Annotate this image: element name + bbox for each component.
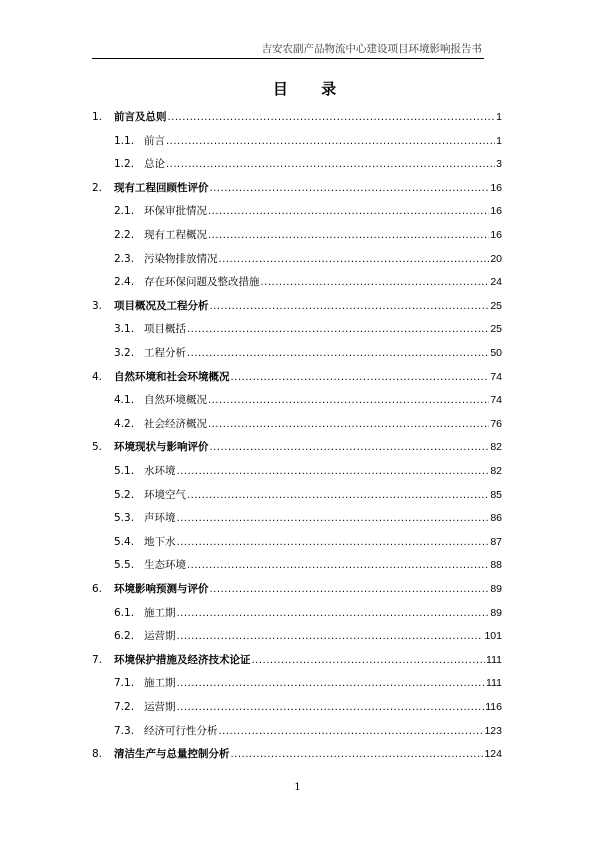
toc-section-row[interactable] <box>114 676 502 690</box>
toc-dot-leader <box>231 748 484 762</box>
toc-dot-leader <box>177 701 485 715</box>
toc-section-row[interactable] <box>114 511 502 525</box>
toc-label: 声环境 <box>144 512 176 525</box>
toc-label: 水环境 <box>144 465 176 477</box>
toc-dot-leader <box>187 347 489 361</box>
toc-page-number: 16 <box>490 205 502 218</box>
toc-section-row[interactable] <box>114 204 502 218</box>
toc-label: 环境影响预测与评价 <box>114 583 209 595</box>
toc-number: 1.2. <box>114 158 135 171</box>
toc-number: 3.2. <box>114 347 135 359</box>
toc-dot-leader <box>177 630 484 644</box>
toc-number: 5.5. <box>114 559 135 572</box>
toc-label: 施工期 <box>144 606 176 619</box>
toc-section-row[interactable] <box>114 558 502 572</box>
toc-page-number: 16 <box>490 229 502 241</box>
toc-number: 7.1. <box>114 677 135 690</box>
toc-page-number: 20 <box>490 252 502 265</box>
toc-page-number: 89 <box>490 583 502 595</box>
toc-label: 前言 <box>144 134 165 147</box>
toc-page-number: 74 <box>490 370 502 383</box>
toc-dot-leader <box>210 441 490 455</box>
toc-number: 7. <box>92 653 103 666</box>
header-title: 吉安农副产品物流中心建设项目环境影响报告书 <box>261 43 482 55</box>
toc-number: 4.2. <box>114 417 135 430</box>
toc-number: 5.3. <box>114 512 135 525</box>
toc-dot-leader <box>177 512 490 526</box>
toc-page-number: 87 <box>490 535 502 548</box>
toc-dot-leader <box>177 607 490 621</box>
toc-page-number: 82 <box>490 465 502 477</box>
toc-number: 7.3. <box>114 724 135 737</box>
toc-dot-leader <box>219 725 484 739</box>
page-header <box>92 38 484 59</box>
toc-section-row[interactable] <box>114 535 502 549</box>
toc-section-row[interactable] <box>114 724 502 738</box>
toc-chapter-row[interactable] <box>92 181 502 195</box>
toc-section-row[interactable] <box>114 629 502 643</box>
toc-number: 3. <box>92 299 103 312</box>
toc-section-row[interactable] <box>114 134 502 148</box>
toc-number: 4. <box>92 370 103 383</box>
toc-number: 3.1. <box>114 323 135 336</box>
toc-label: 运营期 <box>144 701 176 713</box>
toc-page-number: 16 <box>490 181 502 194</box>
toc-number: 1. <box>92 111 103 123</box>
toc-page-number: 50 <box>490 347 502 359</box>
toc-section-row[interactable] <box>114 228 502 242</box>
toc-dot-leader <box>210 182 490 196</box>
toc-label: 经济可行性分析 <box>144 724 218 737</box>
toc-dot-leader <box>208 229 489 243</box>
toc-number: 2.4. <box>114 276 135 289</box>
toc-label: 总论 <box>144 158 165 171</box>
toc-label: 自然环境和社会环境概况 <box>114 370 230 383</box>
toc-dot-leader <box>168 111 496 125</box>
toc-label: 污染物排放情况 <box>144 252 218 265</box>
toc-number: 6.2. <box>114 630 135 643</box>
page-number: 1 <box>294 782 301 793</box>
toc-label: 环保审批情况 <box>144 205 207 218</box>
toc-number: 6.1. <box>114 606 135 619</box>
toc-label: 工程分析 <box>144 347 186 359</box>
toc-dot-leader <box>166 135 495 149</box>
toc-chapter-row[interactable] <box>92 582 502 596</box>
toc-section-row[interactable] <box>114 322 502 336</box>
toc-chapter-row[interactable] <box>92 370 502 384</box>
toc-dot-leader <box>177 536 490 550</box>
toc-section-row[interactable] <box>114 700 502 714</box>
toc-chapter-row[interactable] <box>92 747 502 761</box>
toc-page-number: 111 <box>486 677 502 690</box>
toc-page-number: 74 <box>490 394 502 407</box>
toc-dot-leader <box>177 677 486 691</box>
toc-dot-leader <box>177 465 490 479</box>
toc-label: 自然环境概况 <box>144 394 207 407</box>
toc-page-number: 101 <box>484 630 502 643</box>
toc-page-number: 116 <box>485 701 502 713</box>
toc-dot-leader <box>166 158 495 172</box>
toc-section-row[interactable] <box>114 275 502 289</box>
toc-section-row[interactable] <box>114 393 502 407</box>
toc-number: 5.1. <box>114 465 135 477</box>
toc-dot-leader <box>208 394 489 408</box>
toc-page-number: 1 <box>496 111 502 123</box>
toc-chapter-row[interactable] <box>92 440 502 454</box>
toc-number: 5. <box>92 441 103 454</box>
toc-dot-leader <box>208 205 489 219</box>
toc-section-row[interactable] <box>114 157 502 171</box>
toc-label: 项目概况及工程分析 <box>114 299 209 312</box>
toc-page-number: 3 <box>496 158 502 171</box>
toc-section-row[interactable] <box>114 417 502 431</box>
toc-dot-leader <box>219 253 490 267</box>
toc-label: 环境空气 <box>144 488 186 501</box>
toc-label: 环境保护措施及经济技术论证 <box>114 653 251 666</box>
toc-chapter-row[interactable] <box>92 653 502 667</box>
toc-section-row[interactable] <box>114 346 502 360</box>
toc-page-number: 1 <box>496 134 502 147</box>
toc-page-number: 86 <box>490 512 502 525</box>
toc-section-row[interactable] <box>114 488 502 502</box>
toc-number: 1.1. <box>114 134 135 147</box>
toc-label: 前言及总则 <box>114 111 167 123</box>
toc-chapter-row[interactable] <box>92 299 502 313</box>
toc-section-row[interactable] <box>114 252 502 266</box>
toc-page-number: 85 <box>490 488 502 501</box>
toc-dot-leader <box>261 276 490 290</box>
toc-number: 2.2. <box>114 229 135 241</box>
toc-number: 6. <box>92 583 103 595</box>
toc-section-row[interactable] <box>114 606 502 620</box>
toc-chapter-row[interactable] <box>92 110 502 124</box>
toc-label: 清洁生产与总量控制分析 <box>114 748 230 761</box>
toc-dot-leader <box>231 371 490 385</box>
toc-dot-leader <box>187 559 489 573</box>
toc-dot-leader <box>210 300 490 314</box>
toc-page-number: 82 <box>490 441 502 454</box>
toc-page-number: 123 <box>484 724 502 737</box>
toc-page-number: 25 <box>490 323 502 336</box>
toc-number: 2.3. <box>114 252 135 265</box>
toc-dot-leader <box>187 323 489 337</box>
toc-number: 5.4. <box>114 535 135 548</box>
toc-dot-leader <box>208 418 489 432</box>
toc-number: 7.2. <box>114 701 135 713</box>
toc-label: 社会经济概况 <box>144 417 207 430</box>
toc-page-number: 111 <box>486 653 502 666</box>
toc-page-number: 124 <box>484 748 502 761</box>
toc-label: 现有工程概况 <box>144 229 207 241</box>
toc-label: 生态环境 <box>144 559 186 572</box>
toc-page-number: 76 <box>490 417 502 430</box>
toc-label: 环境现状与影响评价 <box>114 441 209 454</box>
toc-number: 4.1. <box>114 394 135 407</box>
toc-label: 地下水 <box>144 535 176 548</box>
toc-number: 8. <box>92 748 103 761</box>
toc-label: 现有工程回顾性评价 <box>114 181 209 194</box>
toc-dot-leader <box>210 583 490 597</box>
toc-page-number: 88 <box>490 559 502 572</box>
toc-number: 2. <box>92 181 103 194</box>
toc-number: 2.1. <box>114 205 135 218</box>
toc-label: 项目概括 <box>144 323 186 336</box>
toc-label: 存在环保问题及整改措施 <box>144 276 260 289</box>
toc-dot-leader <box>252 654 486 668</box>
toc-title: 目 录 <box>272 80 351 98</box>
toc-number: 5.2. <box>114 488 135 501</box>
toc-label: 运营期 <box>144 630 176 643</box>
toc-section-row[interactable] <box>114 464 502 478</box>
toc-page-number: 24 <box>490 276 502 289</box>
toc-page-number: 25 <box>490 299 502 312</box>
toc-label: 施工期 <box>144 677 176 690</box>
toc-page-number: 89 <box>490 606 502 619</box>
toc-dot-leader <box>187 489 489 503</box>
